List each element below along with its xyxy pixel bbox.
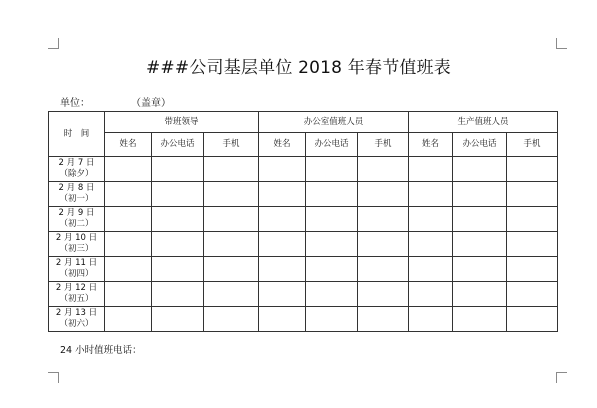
- sub-header-office-phone: 办公电话: [306, 133, 358, 157]
- sub-header-office-phone: 办公电话: [152, 133, 204, 157]
- empty-entry-cell[interactable]: [507, 257, 558, 282]
- group-header-office: 办公室值班人员: [259, 112, 409, 133]
- empty-entry-cell[interactable]: [409, 232, 453, 257]
- empty-entry-cell[interactable]: [358, 257, 409, 282]
- empty-entry-cell[interactable]: [152, 157, 204, 182]
- date-text: 2 月 12 日: [55, 283, 98, 293]
- table-row: [49, 232, 558, 257]
- empty-entry-cell[interactable]: [204, 307, 259, 332]
- empty-entry-cell[interactable]: [409, 307, 453, 332]
- sub-header-name: 姓名: [409, 133, 453, 157]
- empty-entry-cell[interactable]: [453, 257, 507, 282]
- empty-entry-cell[interactable]: [358, 307, 409, 332]
- empty-entry-cell[interactable]: [105, 232, 152, 257]
- empty-entry-cell[interactable]: [152, 257, 204, 282]
- empty-entry-cell[interactable]: [306, 157, 358, 182]
- empty-entry-cell[interactable]: [259, 157, 306, 182]
- date-text: 2 月 10 日: [55, 233, 98, 243]
- empty-entry-cell[interactable]: [259, 232, 306, 257]
- empty-entry-cell[interactable]: [358, 282, 409, 307]
- roster-body: [49, 157, 558, 332]
- sub-header-name: 姓名: [105, 133, 152, 157]
- empty-entry-cell[interactable]: [453, 307, 507, 332]
- empty-entry-cell[interactable]: [259, 182, 306, 207]
- table-row: [49, 282, 558, 307]
- crop-mark-bottom-left: [48, 372, 59, 383]
- hotline-label: 24 小时值班电话：: [60, 345, 142, 356]
- sub-header-mobile: 手机: [358, 133, 409, 157]
- festival-day-text: （初六）: [59, 319, 94, 329]
- unit-line: [60, 94, 171, 109]
- festival-day-text: （初一）: [59, 194, 94, 204]
- table-row: [49, 257, 558, 282]
- date-cell: [49, 282, 105, 307]
- festival-day-text: （初三）: [59, 244, 94, 254]
- stamp-label: （盖章）: [136, 98, 171, 109]
- empty-entry-cell[interactable]: [409, 282, 453, 307]
- empty-entry-cell[interactable]: [453, 232, 507, 257]
- festival-day-text: （除夕）: [59, 169, 94, 179]
- empty-entry-cell[interactable]: [409, 207, 453, 232]
- empty-entry-cell[interactable]: [507, 182, 558, 207]
- empty-entry-cell[interactable]: [507, 232, 558, 257]
- date-text: 2 月 11 日: [55, 258, 98, 268]
- table-header-row-groups: [49, 112, 558, 133]
- empty-entry-cell[interactable]: [152, 207, 204, 232]
- empty-entry-cell[interactable]: [453, 157, 507, 182]
- table-header-row-fields: [49, 133, 558, 157]
- crop-mark-bottom-right: [556, 372, 567, 383]
- empty-entry-cell[interactable]: [152, 307, 204, 332]
- date-text: 2 月 7 日: [58, 158, 95, 168]
- empty-entry-cell[interactable]: [409, 182, 453, 207]
- table-row: [49, 182, 558, 207]
- sub-header-mobile: 手机: [507, 133, 558, 157]
- date-cell: [49, 232, 105, 257]
- empty-entry-cell[interactable]: [259, 257, 306, 282]
- empty-entry-cell[interactable]: [259, 282, 306, 307]
- empty-entry-cell[interactable]: [306, 182, 358, 207]
- empty-entry-cell[interactable]: [306, 207, 358, 232]
- date-text: 2 月 9 日: [58, 208, 95, 218]
- empty-entry-cell[interactable]: [358, 207, 409, 232]
- empty-entry-cell[interactable]: [259, 307, 306, 332]
- empty-entry-cell[interactable]: [204, 232, 259, 257]
- empty-entry-cell[interactable]: [358, 182, 409, 207]
- time-header: 时 间: [49, 112, 105, 157]
- festival-day-text: （初二）: [59, 219, 94, 229]
- empty-entry-cell[interactable]: [507, 307, 558, 332]
- empty-entry-cell[interactable]: [409, 257, 453, 282]
- sub-header-office-phone: 办公电话: [453, 133, 507, 157]
- empty-entry-cell[interactable]: [306, 282, 358, 307]
- empty-entry-cell[interactable]: [105, 157, 152, 182]
- empty-entry-cell[interactable]: [306, 257, 358, 282]
- empty-entry-cell[interactable]: [105, 307, 152, 332]
- date-cell: [49, 257, 105, 282]
- empty-entry-cell[interactable]: [204, 257, 259, 282]
- empty-entry-cell[interactable]: [105, 282, 152, 307]
- empty-entry-cell[interactable]: [306, 307, 358, 332]
- empty-entry-cell[interactable]: [105, 257, 152, 282]
- sub-header-name: 姓名: [259, 133, 306, 157]
- empty-entry-cell[interactable]: [409, 157, 453, 182]
- empty-entry-cell[interactable]: [453, 207, 507, 232]
- empty-entry-cell[interactable]: [204, 207, 259, 232]
- date-cell: [49, 307, 105, 332]
- empty-entry-cell[interactable]: [105, 182, 152, 207]
- empty-entry-cell[interactable]: [453, 282, 507, 307]
- document-title: ###公司基层单位 2018 年春节值班表: [145, 58, 451, 78]
- group-header-leader: 带班领导: [105, 112, 259, 133]
- table-row: [49, 307, 558, 332]
- festival-day-text: （初四）: [59, 269, 94, 279]
- empty-entry-cell[interactable]: [507, 157, 558, 182]
- festival-day-text: （初五）: [59, 294, 94, 304]
- empty-entry-cell[interactable]: [204, 157, 259, 182]
- date-text: 2 月 8 日: [58, 183, 95, 193]
- empty-entry-cell[interactable]: [358, 232, 409, 257]
- empty-entry-cell[interactable]: [204, 182, 259, 207]
- crop-mark-top-left: [48, 38, 59, 49]
- empty-entry-cell[interactable]: [105, 207, 152, 232]
- empty-entry-cell[interactable]: [204, 282, 259, 307]
- group-header-production: 生产值班人员: [409, 112, 558, 133]
- unit-label: 单位：: [60, 98, 90, 109]
- table-row: [49, 207, 558, 232]
- empty-entry-cell[interactable]: [507, 207, 558, 232]
- crop-mark-top-right: [556, 38, 567, 49]
- empty-entry-cell[interactable]: [507, 282, 558, 307]
- date-text: 2 月 13 日: [55, 308, 98, 318]
- empty-entry-cell[interactable]: [152, 232, 204, 257]
- empty-entry-cell[interactable]: [306, 232, 358, 257]
- date-cell: [49, 157, 105, 182]
- empty-entry-cell[interactable]: [453, 182, 507, 207]
- date-cell: [49, 207, 105, 232]
- date-cell: [49, 182, 105, 207]
- sub-header-mobile: 手机: [204, 133, 259, 157]
- empty-entry-cell[interactable]: [259, 207, 306, 232]
- empty-entry-cell[interactable]: [152, 282, 204, 307]
- table-row: [49, 157, 558, 182]
- empty-entry-cell[interactable]: [152, 182, 204, 207]
- empty-entry-cell[interactable]: [358, 157, 409, 182]
- duty-roster-table: [48, 111, 558, 332]
